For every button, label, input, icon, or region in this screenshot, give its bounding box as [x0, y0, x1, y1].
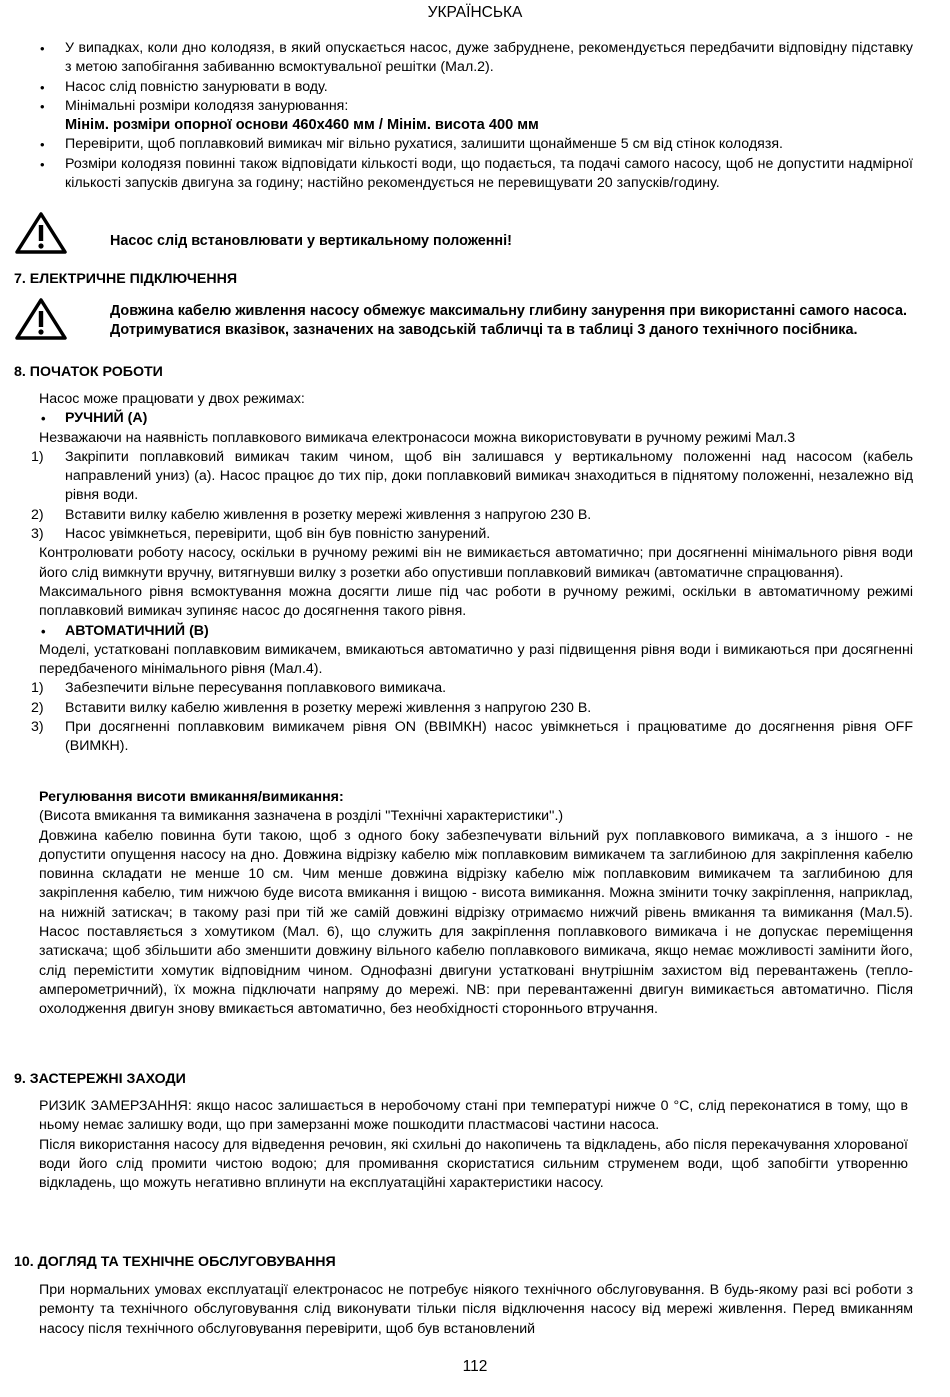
step-text: Вставити вилку кабелю живлення в розетку мережі живлення з напругою 230 В. — [65, 506, 592, 523]
warning-icon — [14, 297, 68, 341]
step-text: Забезпечити вільне пересування поплавкового вимикача. — [65, 680, 447, 697]
warning-text: Довжина кабелю живлення насосу обмежує максимальну глибину занурення при використанні самого насоса. Дотримуватися вказівок, зазначених на заводській табличці та в таблиці 3 даного технічного посібника. — [110, 303, 907, 339]
step-number: 2) — [31, 699, 44, 716]
auto-steps — [0, 679, 913, 756]
mode-manual-label: • РУЧНИЙ (A) — [39, 409, 913, 428]
list-item — [0, 718, 913, 757]
step-number: 1) — [31, 448, 44, 465]
section9-body — [39, 1097, 908, 1193]
step-number: 3) — [31, 526, 44, 543]
subsection-title: Регулювання висоти вмикання/вимикання: — [39, 789, 344, 805]
page-number: 112 — [462, 1358, 488, 1375]
bullet-item: • Розміри колодязя повинні також відповідати кількості води, що подається, та подачі самого насосу, щоб не допустити надмірної кількості запусків двигуна за годину; настійно рекомендується не перевищувати 20 запусків/годину. — [0, 155, 913, 194]
list-item — [0, 679, 913, 698]
intro-bullets — [0, 39, 913, 193]
bullet-item: • У випадках, коли дно колодязя, в який опускається насос, дуже забруднене, рекомендується передбачити відповідну підставку з метою запобігання забиванню всмоктувальної решітки (Мал.2). — [0, 39, 913, 78]
bullet-item — [0, 97, 913, 136]
paragraph: Після використання насосу для відведення речовин, які схильні до накопичень та відкладень, або після перекачування хлорованої води його слід промити чистою водою; для промивання скористатися сильним струменем води, щоб запобігти утворенню відкладень, що можуть негативно вплинути на експлуатаційні характеристики насосу. — [39, 1136, 908, 1192]
paragraph: Насос може працювати у двох режимах: — [39, 391, 305, 407]
step-number: 2) — [31, 506, 44, 523]
step-number: 1) — [31, 680, 44, 697]
section-title: 9. ЗАСТЕРЕЖНІ ЗАХОДИ — [14, 1071, 186, 1087]
paragraph: Моделі, устатковані поплавковим вимикачем, вмикаються автоматично у разі підвищення рівня води і вимикаються при досягненні передбаченого мінімального рівня (Мал.4). — [39, 641, 913, 678]
mode-auto-label: • АВТОМАТИЧНИЙ (B) — [39, 622, 913, 641]
step-text: Закріпити поплавковий вимикач таким чином, щоб він залишався у вертикальному положенні над насосом (кабель направлений униз) (a). Насос працює до тих пір, доки поплавковий вимикач знаходиться в піднятому положенні, незалежно від рівня води. — [65, 448, 913, 504]
bullet-item: • Перевірити, щоб поплавковий вимикач міг вільно рухатися, залишити щонайменше 5 см від стінок колодязя. — [0, 135, 913, 154]
paragraph: Довжина кабелю повинна бути такою, щоб з одного боку забезпечувати вільний рух поплавкового вимикача, а з іншого - не допустити опущення насосу на дно. Довжина відрізку кабелю між поплавковим вимикачем та заглибиною для закріплення кабелю повинна складати не менше 10 см. Чим менше довжина відрізку кабелю між поплавковим вимикачем та заглибиною для закріплення кабелю, тим нижчою буде висота вмикання і вищою - висота вимикання. Можна змінити точку закріплення, наприклад, на нижній затискач; в такому разі при тій же самій довжині відрізку отримаємо нижчий рівень вмикання та вимикання (Мал.5). Насос поставляється з хомутиком (Мал. 6), що служить для закріплення поплавкового вимикача і не допускає переміщення затискача; щоб збільшити або зменшити довжину вільного кабелю поплавкового вимикача, якщо немає можливості замінити його, слід перемістити хомутик відповідним чином. Однофазні двигуни устатковані внутрішнім захистом від перевантажень (тепло-амперометричний), їх можна підключати напряму до мережі. NB: при перевантаженні двигун вимикається автоматично. Після охолодження двигун знову вмикається автоматично, без необхідності стороннього втручання. — [39, 827, 913, 1018]
section-title: 7. ЕЛЕКТРИЧНЕ ПІДКЛЮЧЕННЯ — [14, 271, 238, 287]
warning-text: Насос слід встановлювати у вертикальному положенні! — [110, 233, 512, 249]
list-item — [0, 448, 913, 506]
step-text: При досягненні поплавковим вимикачем рівня ON (ВВІМКН) насос увімкнеться і працюватиме до досягнення рівня OFF (ВИМКН). — [65, 719, 913, 755]
page-header: УКРАЇНСЬКА — [427, 4, 523, 21]
step-text: Вставити вилку кабелю живлення в розетку мережі живлення з напругою 230 В. — [65, 699, 592, 716]
manual-steps — [0, 448, 913, 544]
list-item — [0, 525, 913, 544]
warning-icon — [14, 211, 68, 255]
paragraph: Максимального рівня всмоктування можна досягти лише під час роботи в ручному режимі, оскільки в автоматичному режимі поплавковий вимикач зупиняє насос до досягнення такого рівня. — [39, 583, 913, 620]
section-title: 10. ДОГЛЯД ТА ТЕХНІЧНЕ ОБСЛУГОВУВАННЯ — [14, 1254, 336, 1270]
list-item — [0, 699, 913, 718]
paragraph: Контролювати роботу насосу, оскільки в ручному режимі він не вимикається автоматично; при досягненні мінімального рівня води його слід вимкнути вручну, витягнувши вилку з розетки або опустивши поплавковий вимикач (автоматичне спрацювання). — [39, 545, 913, 581]
paragraph: РИЗИК ЗАМЕРЗАННЯ: якщо насос залишається в неробочому стані при температурі нижче 0 °C, слід переконатися в тому, що в ньому немає залишку води, що при замерзанні може пошкодити пластмасові частини насоса. — [39, 1098, 908, 1134]
list-item — [0, 506, 913, 525]
regulation-block — [39, 788, 913, 1020]
paragraph: Незважаючи на наявність поплавкового вимикача електронасоси можна використовувати в ручному режимі Мал.3 — [39, 429, 796, 446]
paragraph: (Висота вмикання та вимикання зазначена в розділі ''Технічні характеристики''.) — [39, 808, 564, 825]
bullet-text: Мінімальні розміри колодязя занурювання: — [65, 97, 349, 114]
min-sizes: Мінім. розміри опорної основи 460x460 мм / Мінім. висота 400 мм — [65, 117, 539, 134]
paragraph: При нормальних умовах експлуатації електронасос не потребує ніякого технічного обслуговування. В будь-якому разі всі роботи з ремонту та технічного обслуговування слід виконувати тільки після відключення насосу від мережі живлення. Перед вмиканням насосу після технічного обслуговування перевірити, щоб був встановлений — [39, 1282, 913, 1337]
section-title: 8. ПОЧАТОК РОБОТИ — [14, 364, 163, 380]
section10-body — [39, 1281, 913, 1339]
section8-body — [31, 390, 913, 757]
bullet-item: • Насос слід повністю занурювати в воду. — [0, 78, 913, 97]
step-number: 3) — [31, 719, 44, 736]
step-text: Насос увімкнеться, перевірити, щоб він був повністю занурений. — [65, 526, 491, 543]
